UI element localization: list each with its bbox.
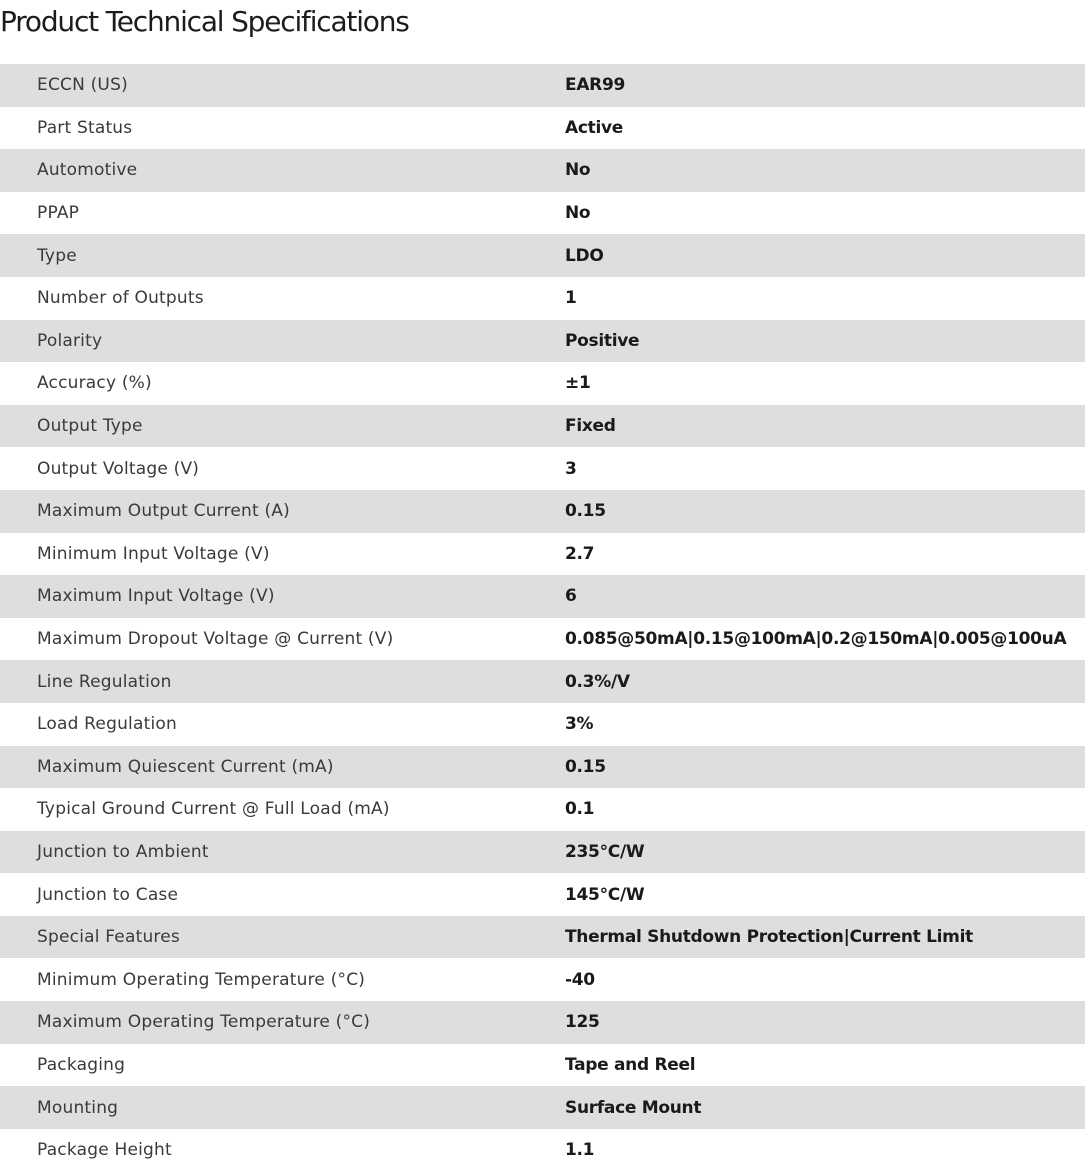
spec-label: Typical Ground Current @ Full Load (mA): [37, 799, 390, 820]
spec-value: 1: [565, 288, 577, 309]
spec-label: Accuracy (%): [37, 373, 152, 394]
spec-value: Thermal Shutdown Protection|Current Limit: [565, 927, 973, 948]
spec-value: Surface Mount: [565, 1097, 702, 1118]
spec-value: 1.1: [565, 1140, 595, 1161]
spec-value: 235°C/W: [565, 841, 645, 862]
spec-label: Maximum Operating Temperature (°C): [37, 1012, 371, 1033]
spec-value: Fixed: [565, 416, 616, 437]
spec-row: [0, 1129, 1085, 1171]
spec-label: Junction to Ambient: [37, 841, 209, 862]
spec-row: [0, 831, 1085, 874]
spec-row: [0, 958, 1085, 1001]
spec-label: Output Type: [37, 416, 143, 437]
spec-label: Automotive: [37, 160, 138, 181]
spec-table: [0, 64, 1085, 1171]
spec-value: 125: [565, 1012, 600, 1033]
spec-label: Polarity: [37, 330, 103, 351]
spec-row: [0, 192, 1085, 235]
spec-row: [0, 1086, 1085, 1129]
spec-row: [0, 1001, 1085, 1044]
spec-label: Number of Outputs: [37, 288, 204, 309]
spec-value: Active: [565, 117, 623, 138]
spec-label: Maximum Input Voltage (V): [37, 586, 275, 607]
spec-value: No: [565, 160, 591, 181]
spec-value: EAR99: [565, 75, 626, 96]
spec-label: Output Voltage (V): [37, 458, 200, 479]
spec-value: LDO: [565, 245, 604, 266]
spec-row: [0, 916, 1085, 959]
spec-value: 2.7: [565, 543, 595, 564]
spec-row: [0, 447, 1085, 490]
spec-label: ECCN (US): [37, 75, 128, 96]
spec-row: [0, 660, 1085, 703]
spec-value: 0.3%/V: [565, 671, 630, 692]
spec-value: 0.085@50mA|0.15@100mA|0.2@150mA|0.005@100uA: [565, 629, 1067, 650]
spec-value: ±1: [565, 373, 591, 394]
spec-value: 3%: [565, 714, 594, 735]
spec-row: [0, 362, 1085, 405]
spec-value: 145°C/W: [565, 884, 645, 905]
spec-row: [0, 234, 1085, 277]
spec-value: No: [565, 203, 591, 224]
spec-label: Load Regulation: [37, 714, 177, 735]
spec-value: 3: [565, 458, 577, 479]
spec-label: Maximum Quiescent Current (mA): [37, 756, 334, 777]
spec-row: [0, 575, 1085, 618]
spec-row: [0, 873, 1085, 916]
spec-row: [0, 788, 1085, 831]
spec-label: Minimum Input Voltage (V): [37, 543, 270, 564]
spec-label: Maximum Dropout Voltage @ Current (V): [37, 629, 394, 650]
spec-value: Positive: [565, 330, 640, 351]
spec-label: Line Regulation: [37, 671, 172, 692]
spec-row: [0, 405, 1085, 448]
spec-table-body: [0, 64, 1085, 1171]
spec-row: [0, 1044, 1085, 1087]
spec-value: 0.15: [565, 501, 606, 522]
spec-row: [0, 277, 1085, 320]
spec-label: Minimum Operating Temperature (°C): [37, 969, 366, 990]
page-title: Product Technical Specifications: [0, 5, 409, 38]
spec-label: PPAP: [37, 203, 80, 224]
spec-label: Package Height: [37, 1140, 172, 1161]
spec-label: Junction to Case: [37, 884, 179, 905]
spec-label: Part Status: [37, 117, 133, 138]
spec-value: Tape and Reel: [565, 1054, 696, 1075]
spec-label: Maximum Output Current (A): [37, 501, 290, 522]
spec-row: [0, 746, 1085, 789]
spec-row: [0, 490, 1085, 533]
spec-row: [0, 618, 1085, 661]
spec-label: Type: [37, 245, 77, 266]
spec-value: 0.1: [565, 799, 595, 820]
spec-label: Packaging: [37, 1054, 126, 1075]
spec-label: Special Features: [37, 927, 180, 948]
spec-row: [0, 107, 1085, 150]
spec-value: 0.15: [565, 756, 606, 777]
spec-row: [0, 320, 1085, 363]
spec-row: [0, 149, 1085, 192]
spec-row: [0, 533, 1085, 576]
spec-row: [0, 64, 1085, 107]
spec-label: Mounting: [37, 1097, 119, 1118]
spec-value: -40: [565, 969, 595, 990]
spec-row: [0, 703, 1085, 746]
spec-value: 6: [565, 586, 577, 607]
